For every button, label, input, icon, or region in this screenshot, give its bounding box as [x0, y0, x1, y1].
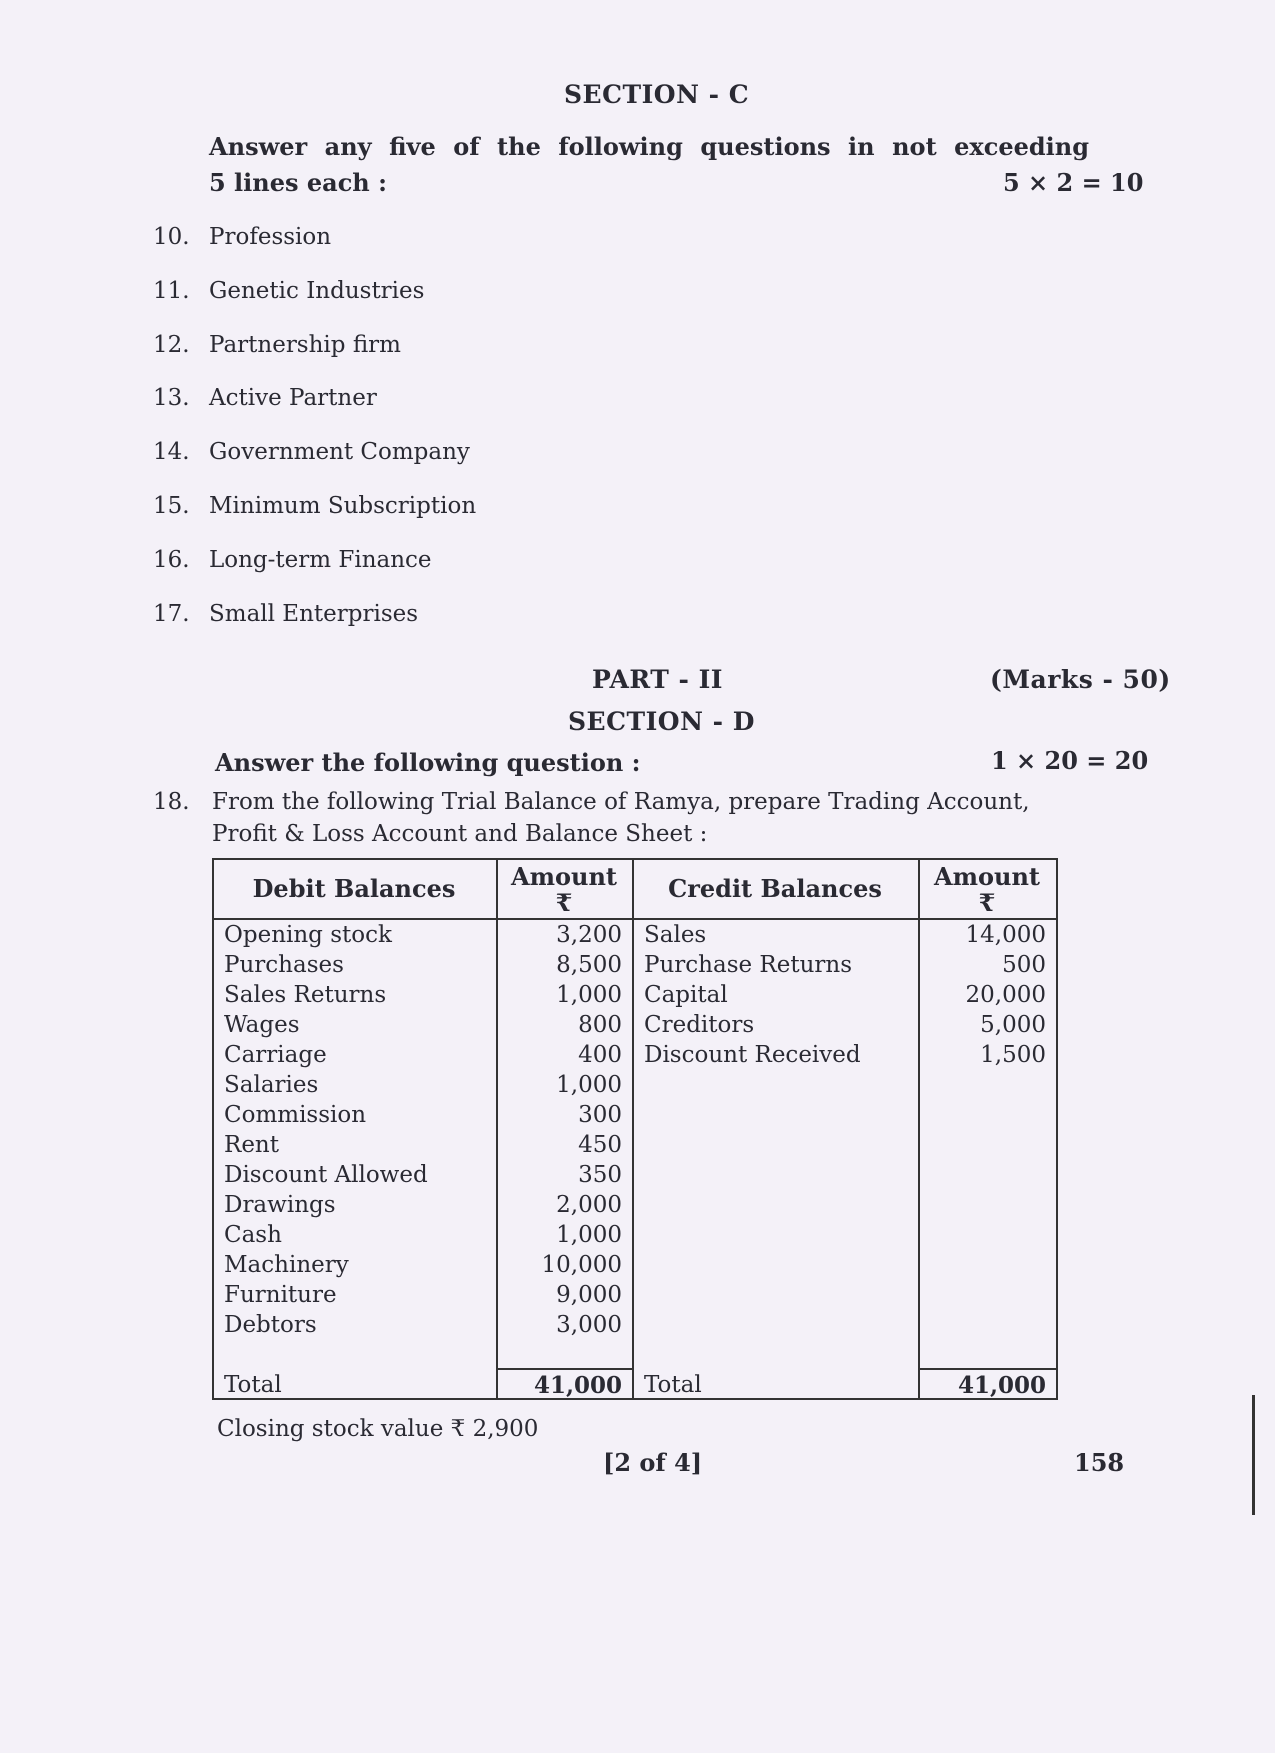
debit-row-label: Carriage	[224, 1042, 327, 1068]
credit-row-label: Sales	[644, 922, 707, 948]
debit-total-label: Total	[224, 1372, 282, 1398]
debit-row-label: Cash	[224, 1222, 282, 1248]
debit-row-label: Machinery	[224, 1252, 349, 1278]
section-c-instruction: Answer any five of the following questions in not exceeding	[209, 132, 1089, 161]
debit-row-label: Opening stock	[224, 922, 392, 948]
credit-row-label: Discount Received	[644, 1042, 861, 1068]
debit-row-amount: 10,000	[541, 1252, 622, 1278]
question-number: 11.	[153, 277, 190, 304]
scan-edge-mark	[1252, 1395, 1255, 1515]
page-indicator: [2 of 4]	[603, 1448, 703, 1477]
debit-row-label: Wages	[224, 1012, 300, 1038]
question-number: 15.	[153, 493, 190, 519]
credit-total-amount: 41,000	[957, 1372, 1046, 1399]
debit-row-amount: 8,500	[556, 952, 622, 978]
debit-row-amount: 800	[578, 1012, 622, 1038]
closing-stock-note: Closing stock value ₹ 2,900	[217, 1416, 539, 1442]
debit-row-amount: 350	[578, 1162, 622, 1188]
header-debit-rupee: ₹	[555, 888, 573, 917]
credit-row-amount: 20,000	[965, 982, 1046, 1008]
debit-row-amount: 2,000	[556, 1192, 622, 1218]
credit-row-label: Capital	[644, 982, 728, 1008]
debit-row-label: Commission	[224, 1102, 367, 1128]
debit-row-label: Debtors	[224, 1312, 317, 1338]
question-18-text-cont: Profit & Loss Account and Balance Sheet :	[212, 821, 708, 847]
question-number: 16.	[153, 546, 190, 573]
question-number: 12.	[153, 331, 190, 358]
debit-row-amount: 300	[578, 1102, 622, 1128]
debit-row-amount: 3,000	[556, 1312, 622, 1338]
header-credit-balances: Credit Balances	[668, 874, 882, 903]
question-number: 13.	[153, 385, 190, 412]
debit-row-label: Salaries	[224, 1072, 319, 1098]
section-c-marks: 5 × 2 = 10	[1003, 168, 1144, 197]
section-d-instruction: Answer the following question :	[215, 748, 641, 777]
header-credit-amount: Amount	[933, 862, 1040, 891]
credit-row-label: Purchase Returns	[644, 952, 853, 978]
question-18-text: From the following Trial Balance of Ramya, prepare Trading Account,	[212, 789, 1030, 815]
question-text: Small Enterprises	[209, 600, 419, 627]
debit-row-label: Drawings	[224, 1192, 336, 1218]
question-text: Long-term Finance	[209, 546, 432, 573]
question-text: Partnership firm	[209, 331, 401, 358]
debit-total-amount: 41,000	[533, 1372, 622, 1399]
section-d-marks: 1 × 20 = 20	[991, 746, 1149, 775]
question-text: Profession	[209, 224, 332, 250]
section-d-title: SECTION - D	[568, 707, 755, 736]
trial-balance-table	[212, 858, 1058, 1400]
debit-row-label: Rent	[224, 1132, 279, 1158]
question-text: Minimum Subscription	[209, 493, 477, 519]
paper-code: 158	[1074, 1448, 1125, 1477]
credit-row-label: Creditors	[644, 1012, 755, 1038]
debit-row-amount: 1,000	[556, 982, 622, 1008]
question-number: 14.	[153, 439, 190, 466]
credit-row-amount: 500	[1002, 952, 1046, 978]
debit-row-amount: 400	[578, 1042, 622, 1068]
debit-row-label: Furniture	[224, 1282, 337, 1308]
debit-row-amount: 1,000	[556, 1072, 622, 1098]
debit-row-amount: 450	[578, 1132, 622, 1158]
question-text: Active Partner	[209, 385, 377, 412]
question-text: Genetic Industries	[209, 277, 425, 304]
debit-row-label: Discount Allowed	[224, 1162, 428, 1188]
question-number: 17.	[153, 600, 190, 627]
part-2-title: PART - II	[592, 665, 723, 694]
question-text: Government Company	[209, 439, 470, 466]
question-number: 10.	[153, 224, 190, 250]
debit-row-amount: 1,000	[556, 1222, 622, 1248]
question-18-number: 18.	[153, 789, 190, 815]
debit-row-label: Sales Returns	[224, 982, 387, 1008]
credit-row-amount: 14,000	[965, 922, 1046, 948]
debit-row-amount: 9,000	[556, 1282, 622, 1308]
header-debit-balances: Debit Balances	[252, 874, 456, 903]
part-2-marks: (Marks - 50)	[990, 665, 1171, 694]
section-c-instruction-cont: 5 lines each :	[209, 168, 387, 197]
header-credit-rupee: ₹	[978, 888, 996, 917]
credit-total-label: Total	[644, 1372, 702, 1398]
section-c-title: SECTION - C	[564, 80, 750, 109]
debit-row-amount: 3,200	[556, 922, 622, 948]
credit-row-amount: 1,500	[980, 1042, 1046, 1068]
credit-row-amount: 5,000	[980, 1012, 1046, 1038]
debit-row-label: Purchases	[224, 952, 344, 978]
header-debit-amount: Amount	[510, 862, 617, 891]
